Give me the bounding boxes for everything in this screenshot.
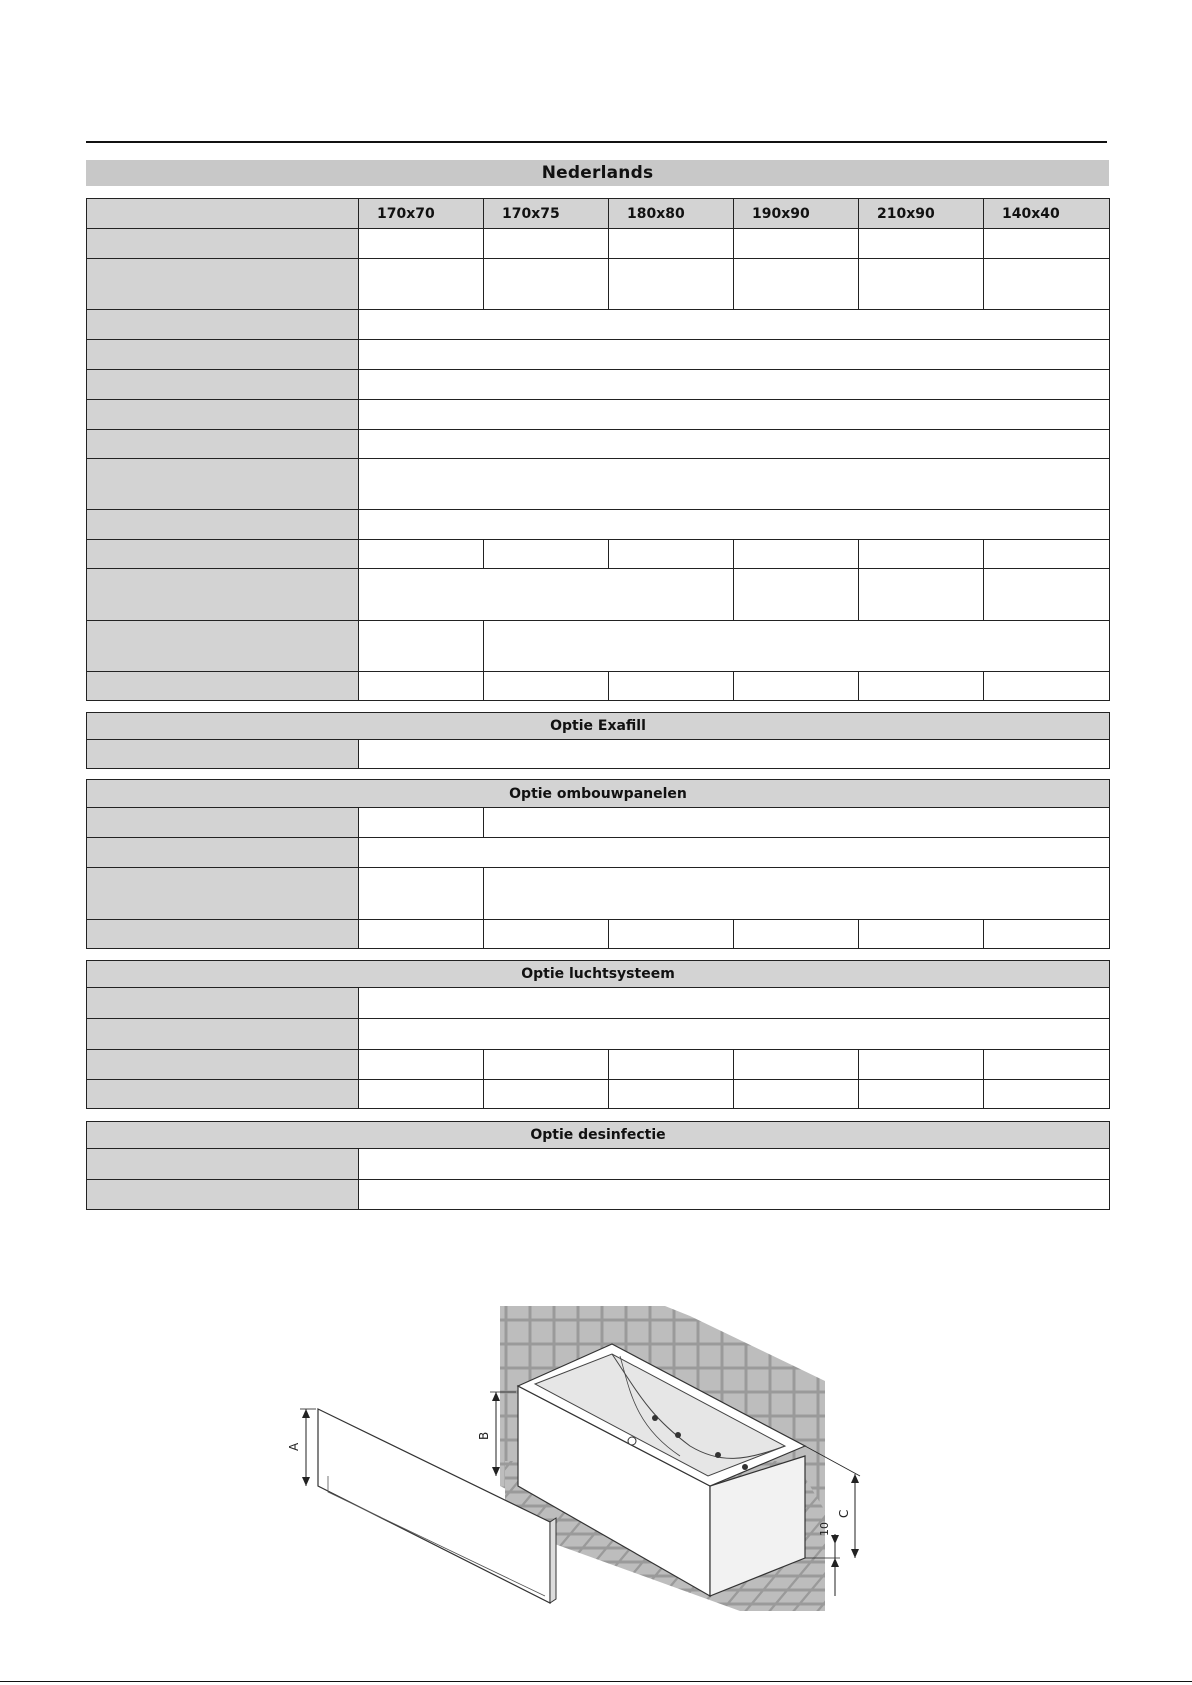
row-label	[87, 569, 359, 621]
size-col-3: 180x80	[609, 199, 734, 229]
row-label	[87, 430, 359, 459]
row-label	[87, 920, 359, 949]
table-cell	[609, 259, 734, 310]
table-row	[87, 459, 1110, 510]
table-row	[87, 621, 1110, 672]
label-a: A	[287, 1442, 301, 1451]
table-cell-merged	[484, 621, 1110, 672]
table-cell	[359, 540, 484, 569]
table-cell	[984, 540, 1110, 569]
table-cell	[359, 229, 484, 259]
table-cell-wide	[359, 340, 1110, 370]
table-cell	[984, 569, 1110, 621]
table-cell-wide	[359, 740, 1110, 769]
table-cell-wide	[359, 1180, 1110, 1210]
row-label	[87, 310, 359, 340]
table-cell	[359, 621, 484, 672]
table-cell	[484, 259, 609, 310]
table-cell	[484, 672, 609, 701]
table-row	[87, 740, 1110, 769]
table-cell	[609, 540, 734, 569]
air-table	[86, 960, 1110, 1109]
table-row	[87, 370, 1110, 400]
table-cell	[359, 920, 484, 949]
table-row	[87, 1180, 1110, 1210]
row-label	[87, 1019, 359, 1050]
row-label	[87, 808, 359, 838]
row-label	[87, 740, 359, 769]
table-cell	[734, 540, 859, 569]
size-col-5: 210x90	[859, 199, 984, 229]
row-label	[87, 259, 359, 310]
table-row	[87, 1050, 1110, 1080]
table-cell-merged	[359, 569, 734, 621]
section-title-exafill: Optie Exafill	[87, 713, 1110, 740]
table-row	[87, 540, 1110, 569]
table-cell	[734, 229, 859, 259]
size-col-2: 170x75	[484, 199, 609, 229]
table-cell	[484, 229, 609, 259]
table-cell	[734, 672, 859, 701]
bathtub-diagram	[287, 1296, 890, 1626]
table-row	[87, 920, 1110, 949]
language-banner: Nederlands	[86, 160, 1109, 186]
table-cell	[609, 1080, 734, 1109]
table-cell	[734, 920, 859, 949]
row-label	[87, 838, 359, 868]
table-row	[87, 229, 1110, 259]
table-cell	[859, 569, 984, 621]
row-label	[87, 1080, 359, 1109]
row-label	[87, 510, 359, 540]
table-cell	[484, 1080, 609, 1109]
row-label	[87, 400, 359, 430]
row-label	[87, 621, 359, 672]
row-label	[87, 340, 359, 370]
table-row	[87, 672, 1110, 701]
table-cell	[484, 1050, 609, 1080]
panels-table	[86, 779, 1110, 949]
table-cell-wide	[359, 510, 1110, 540]
section-header-row	[87, 780, 1110, 808]
table-cell-merged	[484, 868, 1110, 920]
table-cell	[359, 259, 484, 310]
section-title-panels: Optie ombouwpanelen	[87, 780, 1110, 808]
section-header-row	[87, 1122, 1110, 1149]
table-row	[87, 430, 1110, 459]
section-header-row	[87, 713, 1110, 740]
table-cell	[734, 1080, 859, 1109]
table-cell-wide	[359, 838, 1110, 868]
row-label	[87, 540, 359, 569]
row-label	[87, 370, 359, 400]
row-label	[87, 1149, 359, 1180]
table-row	[87, 808, 1110, 838]
table-cell	[984, 1050, 1110, 1080]
table-row	[87, 510, 1110, 540]
table-row	[87, 340, 1110, 370]
table-cell	[484, 540, 609, 569]
table-cell	[984, 1080, 1110, 1109]
row-label	[87, 988, 359, 1019]
table-cell-wide	[359, 459, 1110, 510]
label-10: 10	[818, 1522, 831, 1536]
table-cell	[859, 259, 984, 310]
table-row	[87, 1019, 1110, 1050]
row-label	[87, 459, 359, 510]
table-cell	[359, 1050, 484, 1080]
table-cell	[359, 1080, 484, 1109]
section-title-air: Optie luchtsysteem	[87, 961, 1110, 988]
table-cell	[359, 868, 484, 920]
label-b: B	[477, 1431, 491, 1440]
header-corner	[87, 199, 359, 229]
table-cell	[984, 229, 1110, 259]
row-label	[87, 1180, 359, 1210]
table-cell	[984, 920, 1110, 949]
table-cell	[609, 920, 734, 949]
table-cell	[859, 920, 984, 949]
table-cell	[484, 920, 609, 949]
table-row	[87, 310, 1110, 340]
table-row	[87, 1080, 1110, 1109]
section-title-disinfection: Optie desinfectie	[87, 1122, 1110, 1149]
exafill-table	[86, 712, 1110, 769]
table-row	[87, 569, 1110, 621]
table-cell	[609, 229, 734, 259]
size-col-4: 190x90	[734, 199, 859, 229]
table-row	[87, 868, 1110, 920]
header-row	[87, 199, 1110, 229]
table-cell-wide	[359, 310, 1110, 340]
section-header-row	[87, 961, 1110, 988]
top-rule	[86, 141, 1107, 143]
table-row	[87, 838, 1110, 868]
table-cell	[734, 569, 859, 621]
table-cell	[984, 672, 1110, 701]
table-cell-wide	[359, 988, 1110, 1019]
table-cell-wide	[359, 370, 1110, 400]
table-cell	[734, 1050, 859, 1080]
table-cell	[734, 259, 859, 310]
table-row	[87, 1149, 1110, 1180]
row-label	[87, 868, 359, 920]
spec-table-main	[86, 198, 1110, 701]
table-cell	[984, 259, 1110, 310]
row-label	[87, 229, 359, 259]
dimension-a	[287, 1409, 316, 1486]
table-cell	[859, 1050, 984, 1080]
bottom-rule	[0, 1681, 1192, 1682]
table-cell-wide	[359, 1149, 1110, 1180]
table-cell-wide	[359, 1019, 1110, 1050]
size-col-1: 170x70	[359, 199, 484, 229]
table-cell	[859, 672, 984, 701]
label-c: C	[837, 1509, 851, 1518]
table-cell	[359, 808, 484, 838]
table-row	[87, 259, 1110, 310]
size-col-6: 140x40	[984, 199, 1110, 229]
table-cell-wide	[359, 400, 1110, 430]
row-label	[87, 672, 359, 701]
table-cell	[859, 229, 984, 259]
table-cell	[609, 672, 734, 701]
table-cell	[859, 1080, 984, 1109]
table-row	[87, 400, 1110, 430]
table-cell	[859, 540, 984, 569]
table-cell	[359, 672, 484, 701]
table-cell	[609, 1050, 734, 1080]
row-label	[87, 1050, 359, 1080]
disinfection-table	[86, 1121, 1110, 1210]
table-row	[87, 988, 1110, 1019]
table-cell-merged	[484, 808, 1110, 838]
table-cell-wide	[359, 430, 1110, 459]
